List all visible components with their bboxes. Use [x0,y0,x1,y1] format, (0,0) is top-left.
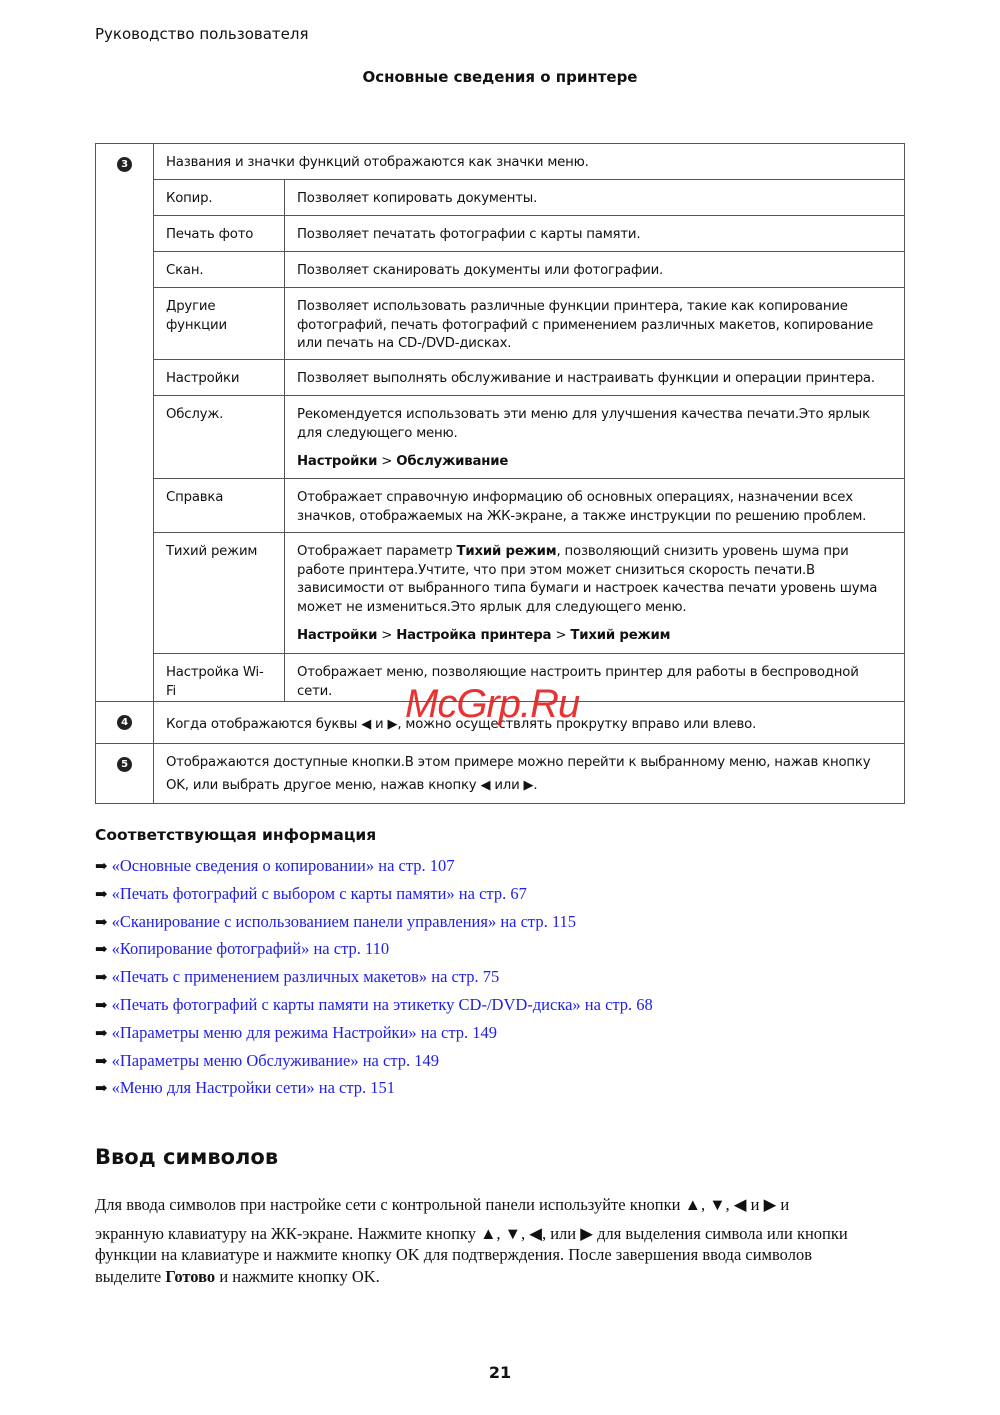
bullet-3-icon: 3 [117,157,132,172]
related-link[interactable]: ➡ «Сканирование с использованием панели управления» на стр. 115 [95,911,576,931]
arrow-right-icon: ➡ [95,859,108,875]
related-link[interactable]: ➡ «Параметры меню Обслуживание» на стр. 149 [95,1050,439,1070]
arrow-right-icon: ➡ [95,886,108,903]
right-arrow-icon: ▶ [580,1223,593,1243]
table-row: 4 Когда отображаются буквы ◀ и ▶, можно осуществлять прокрутку вправо или влево. [96,702,905,744]
up-arrow-icon: ▲ [480,1223,497,1243]
related-link[interactable]: ➡ «Печать с применением различных макетов» на стр. 75 [95,967,500,987]
running-header: Руководство пользователя [95,25,309,43]
menu-path: Настройки > Обслуживание [297,454,509,469]
related-heading: Соответствующая информация [95,826,377,844]
related-link[interactable]: ➡ «Копирование фотографий» на стр. 110 [95,939,390,959]
table-row: Справка Отображает справочную информацию об основных операциях, назначении всех значков, отображаемых на ЖК-экране, а также инструкции по решению проблем. [96,479,905,533]
arrow-right-icon: ➡ [95,942,108,959]
up-arrow-icon: ▲ [684,1195,701,1214]
related-link[interactable]: ➡ «Меню для Настройки сети» на стр. 151 [95,1078,396,1098]
table-row: Настройки Позволяет выполнять обслуживание и настраивать функции и операции принтера. [96,360,905,396]
down-arrow-icon: ▼ [709,1195,726,1214]
right-arrow-icon: ▶ [523,778,534,793]
table-row: 5 Отображаются доступные кнопки.В этом примере можно перейти к выбранному меню, нажав кнопку OK, или выбрать другое меню, нажав кнопку ◀ или ▶. [96,744,905,804]
left-arrow-icon: ◀ [361,717,372,732]
related-link[interactable]: ➡ «Печать фотографий с выбором с карты памяти» на стр. 67 [95,883,527,903]
left-arrow-icon: ◀ [733,1195,747,1214]
table-row: Копир. Позволяет копировать документы. [96,180,905,216]
section-heading: Ввод символов [95,1145,279,1169]
arrow-right-icon: ➡ [95,1025,108,1042]
left-arrow-icon: ◀ [529,1223,542,1243]
related-links [95,854,653,1104]
right-arrow-icon: ▶ [763,1195,777,1214]
page-number: 21 [488,1363,512,1382]
left-arrow-icon: ◀ [480,778,491,793]
arrow-right-icon: ➡ [95,970,108,987]
down-arrow-icon: ▼ [504,1223,522,1243]
related-link[interactable]: ➡ «Основные сведения о копировании» на стр. 107 [95,856,455,875]
intro-cell: Названия и значки функций отображаются как значки меню. [154,144,905,180]
bullet-4-icon: 4 [117,715,132,730]
arrow-right-icon: ➡ [95,914,108,931]
section-body: Для ввода символов при настройке сети с контрольной панели используйте кнопки ▲, ▼, ◀ и ▶ и экранную клавиатуру на ЖК-экране. Нажмите кнопку ▲, ▼, ◀, или ▶ для выделения символа или кнопки функции на клавиатуре и нажмите кнопку OK для подтверждения. После завершения ввода символов выделите Готово и нажмите кнопку OK. [95,1195,848,1286]
watermark: McGrp.Ru [405,682,580,726]
related-link[interactable]: ➡ «Печать фотографий с карты памяти на этикетку CD-/DVD-диска» на стр. 68 [95,994,653,1014]
arrow-right-icon: ➡ [95,997,108,1014]
related-link[interactable]: ➡ «Параметры меню для режима Настройки» на стр. 149 [95,1022,498,1042]
table-row: Настройка Wi-Fi Отображает меню, позволяющие настроить принтер для работы в беспроводной сети. [96,654,905,702]
table-row: Печать фото Позволяет печатать фотографии с карты памяти. [96,216,905,252]
table-row: Тихий режим Отображает параметр Тихий режим, позволяющий снизить уровень шума при работе принтера.Учтите, что при этом может снизиться скорость печати.В зависимости от выбранного типа бумаги и настроек качества печати уровень шума может не измениться.Это ярлык для следующего меню. Настройки > Настройка принтера > Тихий режим [96,533,905,654]
page-title: Основные сведения о принтере [362,68,638,86]
table-row: Скан. Позволяет сканировать документы или фотографии. [96,252,905,288]
bullet-5-icon: 5 [117,757,132,772]
right-arrow-icon: ▶ [387,717,398,732]
arrow-right-icon: ➡ [95,1053,108,1070]
table-row: Обслуж. Рекомендуется использовать эти меню для улучшения качества печати.Это ярлык для следующего меню. Настройки > Обслуживание [96,396,905,479]
menu-path: Настройки > Настройка принтера > Тихий режим [297,628,671,643]
table-row: Другие функции Позволяет использовать различные функции принтера, такие как копирование фотографий, печать фотографий с применением различных макетов, копирование или печать на CD-/DVD-дисках. [96,288,905,360]
arrow-right-icon: ➡ [95,1081,108,1098]
